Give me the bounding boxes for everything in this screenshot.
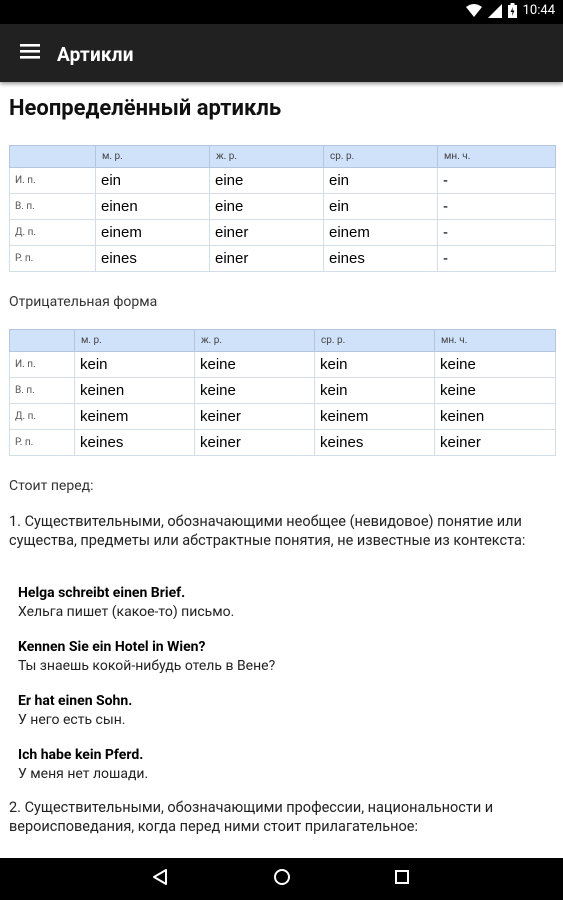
example-german: Er hat einen Sohn. [18,693,133,709]
example-german: Helga schreibt einen Brief. [18,585,186,601]
back-triangle-icon [151,868,169,890]
article-content[interactable] [0,82,563,858]
header-cell [10,146,96,168]
table-header-row [10,146,556,168]
clock: 10:44 [522,3,555,18]
app-title: Артикли [57,43,134,66]
header-cell: ср. р. [324,146,438,168]
case-label: И. п. [10,168,96,194]
point-two-paragraph: 2. Существительными, обозначающими профессии, национальности и вероисповедания, когда перед ними стоит прилагательное: [9,799,494,835]
table-cell: - [438,168,556,194]
stands-before-label: Стоит перед: [9,478,94,494]
table-cell: keiner [195,430,315,456]
table-row [10,352,556,378]
table-cell: keinen [435,404,556,430]
table-cell: keine [435,378,556,404]
example-german: Ich habe kein Pferd. [18,747,144,763]
table-row [10,378,556,404]
table-cell: keiner [435,430,556,456]
table-cell: keine [435,352,556,378]
table-cell: eine [210,168,324,194]
table-cell: ein [324,194,438,220]
table-cell: eines [96,246,210,272]
case-label: В. п. [10,194,96,220]
status-icons [466,3,555,18]
table-cell: ein [96,168,210,194]
point-one-paragraph: 1. Существительными, обозначающими необщее (невидовое) понятие или существа, предметы или абстрактные понятия, не известные из контекста: [9,513,526,549]
status-bar [0,0,563,24]
table-cell: kein [75,352,195,378]
table-cell: eines [324,246,438,272]
table-row [10,430,556,456]
table-cell: keinem [75,404,195,430]
recents-square-icon [394,869,410,889]
table-cell: kein [315,352,435,378]
case-label: Р. п. [10,246,96,272]
table-cell: einem [324,220,438,246]
table-row [10,194,556,220]
table-header-row [10,330,556,352]
example-translation: Ты знаешь кокой-нибудь отель в Вене? [18,658,276,674]
header-cell [10,330,75,352]
table-row [10,220,556,246]
page-title: Неопределённый артикль [9,96,282,121]
table-cell: eine [210,194,324,220]
header-cell: мн. ч. [438,146,556,168]
header-cell: ж. р. [210,146,324,168]
case-label: И. п. [10,352,75,378]
table-cell: keiner [195,404,315,430]
case-label: Д. п. [10,404,75,430]
table-cell: einem [96,220,210,246]
table-cell: einen [96,194,210,220]
table-cell: keines [315,430,435,456]
table-cell: kein [315,378,435,404]
table-cell: keine [195,352,315,378]
hamburger-menu-icon [20,43,40,63]
example-german: Kennen Sie ein Hotel in Wien? [18,639,206,655]
table-cell: - [438,194,556,220]
header-cell: м. р. [75,330,195,352]
header-cell: ж. р. [195,330,315,352]
table-cell: keinem [315,404,435,430]
case-label: Д. п. [10,220,96,246]
example-item [18,584,234,622]
header-cell: ср. р. [315,330,435,352]
table-cell: - [438,246,556,272]
table-cell: keinen [75,378,195,404]
signal-icon [488,4,502,18]
table-cell: keines [75,430,195,456]
menu-button[interactable] [12,36,48,70]
home-button[interactable] [252,858,312,900]
back-button[interactable] [130,858,190,900]
header-cell: мн. ч. [435,330,556,352]
wifi-icon [466,4,482,18]
table-cell: keine [195,378,315,404]
example-item [18,692,132,730]
home-circle-icon [273,868,291,890]
table-row [10,246,556,272]
example-translation: У него есть сын. [18,712,126,728]
case-label: В. п. [10,378,75,404]
table-cell: ein [324,168,438,194]
header-cell: м. р. [96,146,210,168]
table-row [10,404,556,430]
negative-form-label: Отрицательная форма [9,294,158,310]
example-item [18,638,275,676]
navigation-bar [0,858,563,900]
table-cell: einer [210,246,324,272]
table-cell: - [438,220,556,246]
example-translation: У меня нет лошади. [18,766,149,782]
example-translation: Хельга пишет (какое-то) письмо. [18,604,235,620]
table-row [10,168,556,194]
example-item [18,746,148,784]
app-bar [0,24,563,82]
case-label: Р. п. [10,430,75,456]
negative-article-table [9,329,556,456]
recents-button[interactable] [372,858,432,900]
table-cell: einer [210,220,324,246]
battery-icon [508,3,517,18]
indefinite-article-table [9,145,556,272]
